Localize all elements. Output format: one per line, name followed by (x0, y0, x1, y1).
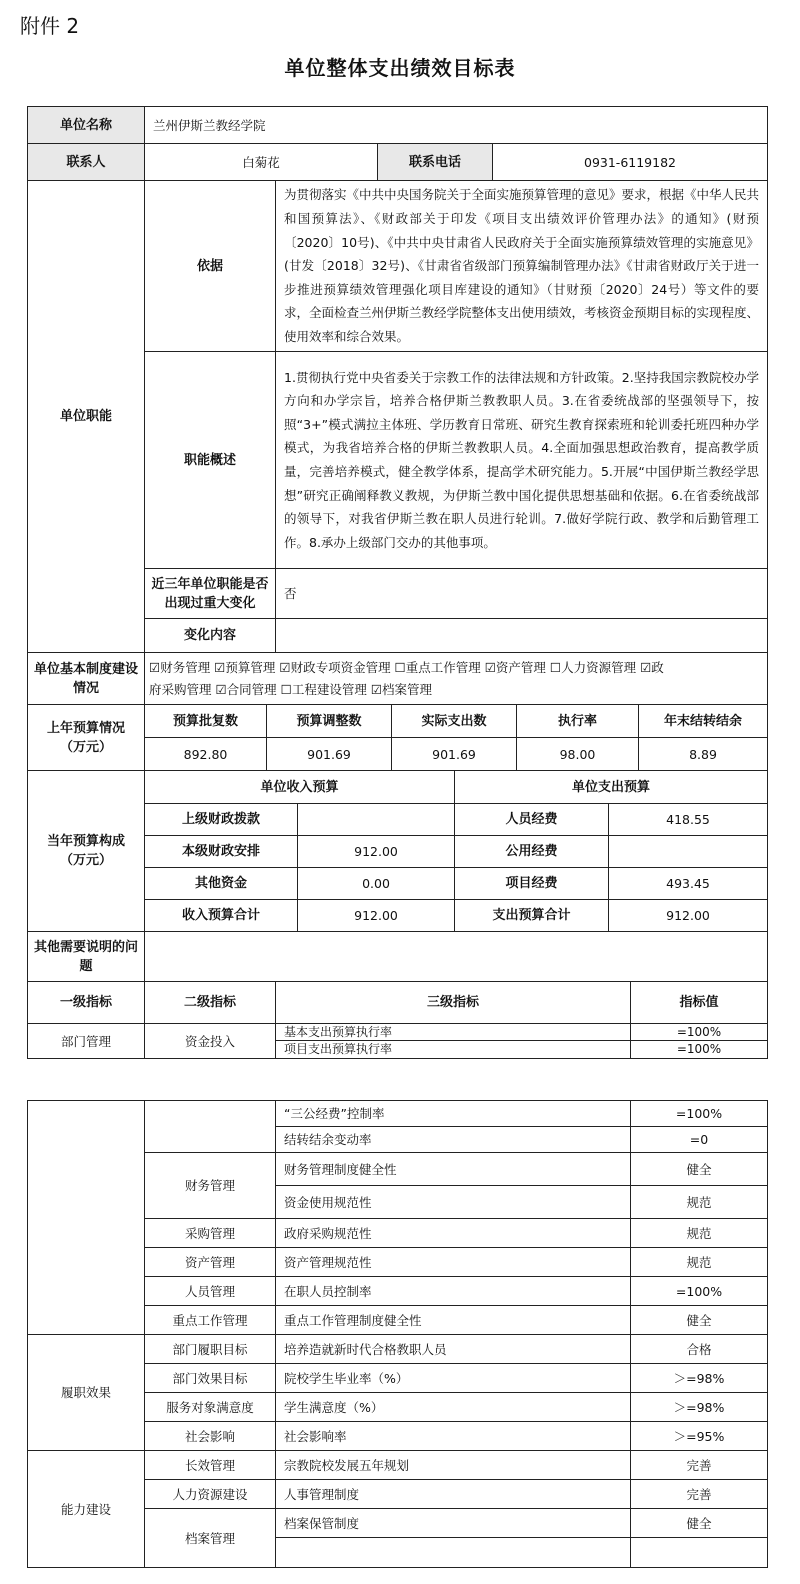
income-value-2: 0.00 (298, 868, 455, 900)
income-label-2: 其他资金 (145, 868, 298, 900)
performance-table-1 (27, 106, 768, 1059)
change-value: 否 (276, 569, 767, 619)
last-year-value-4: 8.89 (639, 738, 767, 771)
indicator-plan: 宗教院校发展五年规划 (276, 1451, 631, 1480)
indicator-stu-sat: 学生满意度（%） (276, 1393, 631, 1422)
indicator-blank-value (631, 1538, 767, 1567)
indicator-staff-ctrl: 在职人员控制率 (276, 1277, 631, 1306)
overview-label: 职能概述 (145, 352, 276, 569)
last-year-value-3: 98.00 (517, 738, 639, 771)
level2-longterm: 长效管理 (145, 1451, 276, 1480)
phone-label: 联系电话 (378, 144, 493, 181)
indicator-sangong: “三公经费”控制率 (276, 1101, 631, 1127)
last-year-header-1: 预算调整数 (267, 705, 392, 738)
other-notes-value (145, 932, 767, 982)
change-content-label: 变化内容 (145, 619, 276, 653)
contact-value: 白菊花 (145, 144, 378, 181)
income-value-0 (298, 804, 455, 836)
level2-social: 社会影响 (145, 1422, 276, 1451)
expense-label-3: 支出预算合计 (455, 900, 609, 932)
level2-archive: 档案管理 (145, 1509, 276, 1567)
indicator-social-rate: 社会影响率 (276, 1422, 631, 1451)
system-label: 单位基本制度建设情况 (28, 653, 145, 705)
current-year-label: 当年预算构成（万元） (28, 771, 145, 932)
indicator-header-value: 指标值 (631, 982, 767, 1024)
other-notes-label: 其他需要说明的问题 (28, 932, 145, 982)
expense-label-2: 项目经费 (455, 868, 609, 900)
indicator-train: 培养造就新时代合格教职人员 (276, 1335, 631, 1364)
contact-label: 联系人 (28, 144, 145, 181)
level1-dept-mgmt: 部门管理 (28, 1024, 145, 1058)
basis-text: 为贯彻落实《中共中央国务院关于全面实施预算管理的意见》要求，根据《中华人民共和国预算法》、《财政部关于印发《项目支出绩效评价管理办法》的通知》(财预〔2020〕10号)、《中共中央甘肃省人民政府关于全面实施预算绩效管理的实施意见》(甘发〔2018〕32号)、《甘肃省省级部门预算编制管理办法》《甘肃省财政厅关于进一步推进预算绩效管理强化项目库建设的通知》（甘财预〔2020〕24号）等文件的要求，全面检查兰州伊斯兰教经学院整体支出使用绩效，考核资金预期目标的实现程度、使用效率和综合效果。 (276, 181, 767, 352)
indicator-plan-value: 完善 (631, 1451, 767, 1480)
performance-table-2 (27, 1100, 768, 1568)
level2-asset: 资产管理 (145, 1248, 276, 1277)
indicator-fin-system: 财务管理制度健全性 (276, 1153, 631, 1186)
indicator-header-l1: 一级指标 (28, 982, 145, 1024)
income-value-3: 912.00 (298, 900, 455, 932)
system-checklist (145, 653, 767, 705)
expense-value-3: 912.00 (609, 900, 767, 932)
level2-personnel: 人员管理 (145, 1277, 276, 1306)
change-content-value (276, 619, 767, 653)
indicator-header-l3: 三级指标 (276, 982, 631, 1024)
income-value-1: 912.00 (298, 836, 455, 868)
system-line-1: ☑财务管理 ☑预算管理 ☑财政专项资金管理 ☐重点工作管理 ☑资产管理 ☐人力资源管理 ☑政 (149, 659, 664, 675)
indicator-project-rate-value: =100% (676, 1042, 722, 1056)
last-year-value-0: 892.80 (145, 738, 267, 771)
expense-label-0: 人员经费 (455, 804, 609, 836)
indicator-stu-sat-value: ＞=98% (631, 1393, 767, 1422)
indicator-gov-purchase-value: 规范 (631, 1219, 767, 1248)
indicator-asset-norm-value: 规范 (631, 1248, 767, 1277)
indicator-key-work-sys: 重点工作管理制度健全性 (276, 1306, 631, 1335)
level2-satisfaction: 服务对象满意度 (145, 1393, 276, 1422)
last-year-header-0: 预算批复数 (145, 705, 267, 738)
system-line-2: 府采购管理 ☑合同管理 ☐工程建设管理 ☑档案管理 (149, 681, 433, 697)
page-title: 单位整体支出绩效目标表 (284, 56, 516, 80)
indicator-sangong-value: =100% (631, 1101, 767, 1127)
indicator-hr-sys: 人事管理制度 (276, 1480, 631, 1509)
level2-hr: 人力资源建设 (145, 1480, 276, 1509)
level2-fund-input-cont (145, 1101, 276, 1153)
indicator-carryover: 结转结余变动率 (276, 1127, 631, 1153)
indicator-carryover-value: =0 (631, 1127, 767, 1153)
attachment-label: 附件 2 (20, 14, 80, 38)
phone-value: 0931-6119182 (493, 144, 767, 181)
expense-value-0: 418.55 (609, 804, 767, 836)
functions-label: 单位职能 (28, 181, 145, 653)
last-year-header-3: 执行率 (517, 705, 639, 738)
indicator-key-work-sys-value: 健全 (631, 1306, 767, 1335)
level1-capacity: 能力建设 (28, 1451, 145, 1567)
indicator-grad-value: ＞=98% (631, 1364, 767, 1393)
indicator-grad: 院校学生毕业率（%） (276, 1364, 631, 1393)
last-year-value-1: 901.69 (267, 738, 392, 771)
level2-duty-goal: 部门履职目标 (145, 1335, 276, 1364)
indicator-social-rate-value: ＞=95% (631, 1422, 767, 1451)
indicator-basic-rate: 基本支出预算执行率 (276, 1024, 631, 1041)
indicator-blank (276, 1538, 631, 1567)
level1-dept-mgmt-cont (28, 1101, 145, 1335)
last-year-header-2: 实际支出数 (392, 705, 517, 738)
change-label: 近三年单位职能是否出现过重大变化 (145, 569, 276, 619)
expense-label-1: 公用经费 (455, 836, 609, 868)
indicator-fund-use-value: 规范 (631, 1186, 767, 1219)
unit-name-label: 单位名称 (28, 107, 145, 144)
expense-header: 单位支出预算 (455, 771, 767, 804)
expense-value-2: 493.45 (609, 868, 767, 900)
income-header: 单位收入预算 (145, 771, 455, 804)
level2-fund-input: 资金投入 (145, 1024, 276, 1058)
level2-key-work: 重点工作管理 (145, 1306, 276, 1335)
indicator-asset-norm: 资产管理规范性 (276, 1248, 631, 1277)
last-year-header-4: 年末结转结余 (639, 705, 767, 738)
overview-text: 1.贯彻执行党中央省委关于宗教工作的法律法规和方针政策。2.坚持我国宗教院校办学方向和办学宗旨，培养合格伊斯兰教教职人员。3.在省委统战部的坚强领导下，按照“3+”模式满拉主体班、学历教育日常班、研究生教育探索班和轮训委托班四种办学模式，为我省培养合格的伊斯兰教教职人员。4.全面加强思想政治教育，提高教学质量，完善培养模式，健全教学体系，提高学术研究能力。5.开展“中国伊斯兰教经学思想”研究正确阐释教义教规，为伊斯兰教中国化提供思想基础和依据。6.在省委统战部的领导下，对我省伊斯兰教在职人员进行轮训。7.做好学院行政、教学和后勤管理工作。8.承办上级部门交办的其他事项。 (276, 352, 767, 569)
basis-label: 依据 (145, 181, 276, 352)
indicator-basic-rate-value: =100% (631, 1024, 767, 1041)
indicator-header-l2: 二级指标 (145, 982, 276, 1024)
level2-fin-mgmt: 财务管理 (145, 1153, 276, 1219)
level2-effect-goal: 部门效果目标 (145, 1364, 276, 1393)
indicator-archive-sys: 档案保管制度 (276, 1509, 631, 1538)
indicator-staff-ctrl-value: =100% (631, 1277, 767, 1306)
income-label-0: 上级财政拨款 (145, 804, 298, 836)
indicator-fund-use: 资金使用规范性 (276, 1186, 631, 1219)
level2-purchase: 采购管理 (145, 1219, 276, 1248)
indicator-fin-system-value: 健全 (631, 1153, 767, 1186)
indicator-gov-purchase: 政府采购规范性 (276, 1219, 631, 1248)
last-year-value-2: 901.69 (392, 738, 517, 771)
last-year-label: 上年预算情况（万元） (28, 705, 145, 771)
indicator-hr-sys-value: 完善 (631, 1480, 767, 1509)
income-label-1: 本级财政安排 (145, 836, 298, 868)
indicator-train-value: 合格 (631, 1335, 767, 1364)
indicator-project-rate: 项目支出预算执行率 (276, 1041, 631, 1058)
income-label-3: 收入预算合计 (145, 900, 298, 932)
expense-value-1 (609, 836, 767, 868)
level1-performance: 履职效果 (28, 1335, 145, 1451)
indicator-archive-sys-value: 健全 (631, 1509, 767, 1538)
unit-name-value: 兰州伊斯兰教经学院 (145, 107, 767, 144)
